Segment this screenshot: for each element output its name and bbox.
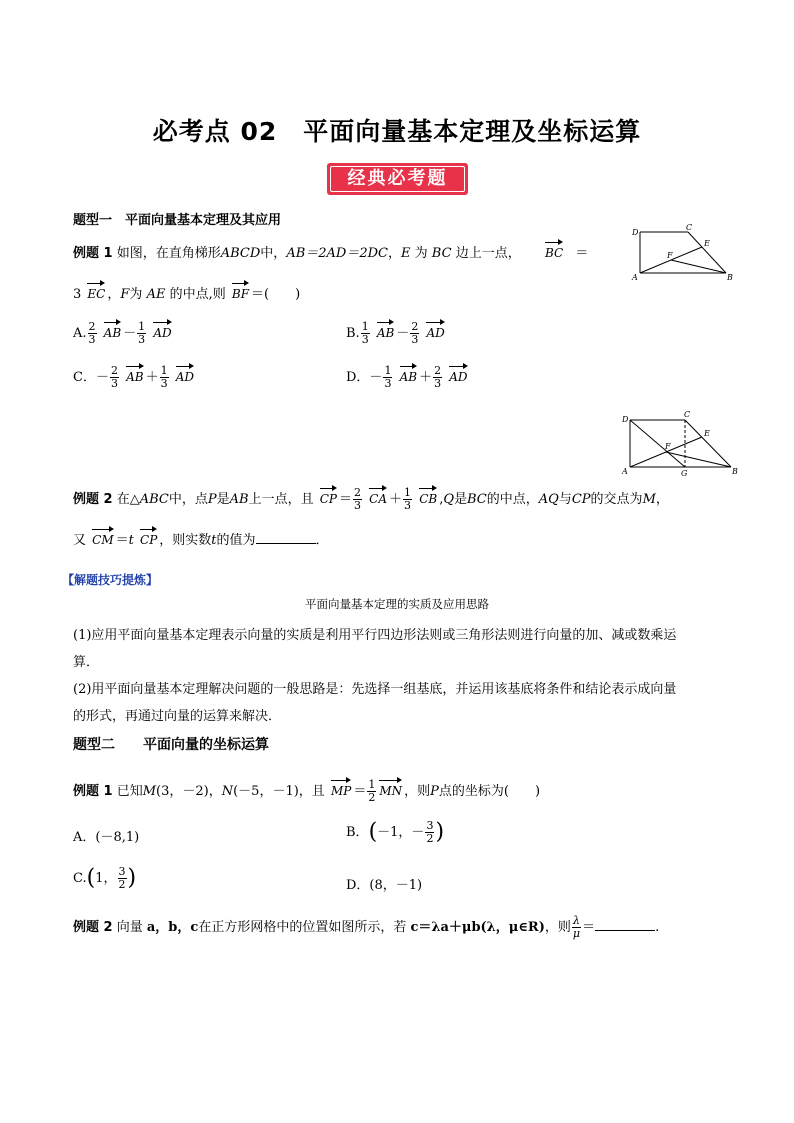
s2-ex1-option-b[interactable]	[346, 820, 444, 845]
fraction	[433, 365, 442, 390]
label-e: E	[704, 239, 710, 248]
text: (3，－2)，	[156, 784, 222, 799]
text: 3	[88, 333, 96, 346]
text: 中，	[260, 246, 287, 261]
label-g: G	[681, 469, 688, 478]
segment-dg	[630, 420, 685, 467]
fraction	[160, 365, 169, 390]
text: 在△	[116, 492, 140, 507]
ex1-line1	[73, 240, 588, 261]
text: B．	[346, 825, 369, 840]
text: 1，	[95, 871, 117, 886]
text: ，	[655, 492, 669, 507]
vector-ab: AB	[377, 320, 394, 340]
label-e: E	[704, 429, 710, 438]
text: ，	[107, 287, 121, 302]
vector-cb: CB	[419, 486, 437, 506]
text: 2	[368, 791, 376, 804]
vector-ca: CA	[369, 486, 387, 506]
text: 1	[384, 364, 392, 377]
ex1-label: 例题 1	[73, 246, 113, 261]
vector-ab: AB	[400, 364, 417, 384]
label-a: A	[622, 467, 628, 476]
text: 1	[404, 486, 412, 499]
vector-cp: CP	[320, 486, 337, 506]
text: ，	[387, 246, 401, 261]
tips-p2-line2: 的形式，再通过向量的运算来解决．	[73, 709, 282, 724]
label-b: B	[732, 467, 738, 476]
text: λ	[572, 914, 580, 927]
s2-ex1-option-c[interactable]	[73, 866, 136, 891]
ex1-option-a[interactable]	[73, 320, 174, 346]
fraction	[410, 321, 419, 346]
section1-heading: 题型一 平面向量基本定理及其应用	[73, 213, 282, 228]
text: ，则	[404, 784, 431, 799]
ex1-option-c[interactable]	[73, 364, 196, 390]
text: a，b，c	[146, 920, 199, 935]
text: 边上一点，	[455, 246, 521, 261]
text: 3	[404, 499, 412, 512]
text: ，则	[544, 920, 571, 935]
text: CP	[571, 492, 591, 507]
text: ＝	[575, 246, 589, 261]
fraction	[118, 866, 127, 891]
text: 如图，在直角梯形	[116, 246, 221, 261]
text: 3	[434, 377, 442, 390]
text: 向量	[116, 920, 143, 935]
text: 1	[368, 778, 376, 791]
text: 2	[118, 878, 126, 891]
text: 3	[426, 819, 434, 832]
fraction	[361, 321, 370, 346]
text: P	[207, 492, 217, 507]
vector-ad: AD	[176, 364, 194, 384]
fraction	[367, 779, 376, 804]
vector-ad: AD	[426, 320, 444, 340]
vector-mp: MP	[331, 778, 351, 798]
text: ＋	[419, 370, 433, 385]
label-c: C	[684, 410, 691, 419]
vector-ab: AB	[104, 320, 121, 340]
label-d: D	[632, 228, 639, 237]
label-a: A	[632, 273, 638, 282]
text: －1，－	[377, 825, 425, 840]
text: AE	[146, 287, 166, 302]
text: ．	[315, 533, 329, 548]
vector-cm: CM	[92, 527, 113, 547]
text: AQ	[538, 492, 559, 507]
text: 3	[361, 333, 369, 346]
text: 3	[354, 499, 362, 512]
text: ＝	[339, 492, 353, 507]
text: 2	[88, 320, 96, 333]
text: 3	[411, 333, 419, 346]
text: BC	[431, 246, 452, 261]
text: 3	[384, 377, 392, 390]
text: 的值为	[216, 533, 256, 548]
text: 点的坐标为( )	[438, 784, 541, 799]
label-c: C	[686, 223, 693, 232]
text: 中，点	[168, 492, 208, 507]
text: c＝λa＋μb(λ，μ∈R)	[410, 920, 545, 935]
vector-ab: AB	[126, 364, 143, 384]
ex1-option-b[interactable]	[346, 320, 447, 346]
text: ＝	[353, 784, 367, 799]
tips-p1-line1: (1)应用平面向量基本定理表示向量的实质是利用平行四边形法则或三角形法则进行向量的加、减或数乘运	[73, 628, 677, 643]
fraction	[383, 365, 392, 390]
page-title: 必考点 02 平面向量基本定理及坐标运算	[152, 117, 642, 146]
label-b: B	[727, 273, 733, 282]
text: (－5，－1)，且	[233, 784, 325, 799]
edge-cb	[685, 420, 731, 467]
text: ＋	[389, 492, 403, 507]
text: 2	[434, 364, 442, 377]
vector-bf: BF	[232, 281, 249, 301]
label-d: D	[622, 415, 629, 424]
text: ＝	[115, 533, 129, 548]
text: ,	[439, 492, 444, 507]
fraction	[137, 321, 146, 346]
text: 3	[138, 333, 146, 346]
text: μ	[572, 927, 581, 940]
section2-heading: 题型二 平面向量的坐标运算	[73, 737, 269, 753]
fraction	[110, 365, 119, 390]
text: A.	[73, 326, 87, 341]
fraction	[88, 321, 97, 346]
text: B.	[346, 326, 360, 341]
text: N	[221, 784, 234, 799]
text: M	[142, 784, 157, 799]
fraction	[403, 487, 412, 512]
badge-label: 经典必考题	[330, 166, 465, 192]
figure-trapezoid-2	[618, 408, 743, 478]
tips-p1-line2: 算．	[73, 655, 100, 670]
text: 的交点为	[590, 492, 643, 507]
text: 的中点，	[486, 492, 539, 507]
left-paren-icon: (	[86, 865, 96, 891]
vector-cp: CP	[140, 527, 157, 547]
text: －	[123, 326, 137, 341]
text: E	[401, 246, 411, 261]
text: 1	[160, 364, 168, 377]
right-paren-icon: )	[127, 865, 137, 891]
text: 3	[118, 865, 126, 878]
left-paren-icon: (	[368, 819, 378, 845]
fraction	[572, 915, 581, 940]
vector-bc: BC	[545, 240, 563, 260]
tips-p2-line1: (2)用平面向量基本定理解决问题的一般思路是：先选择一组基底，并运用该基底将条件和结论表示成向量	[73, 682, 677, 697]
text: 2	[426, 832, 434, 845]
s2-ex1-option-d[interactable]: D．(8，－1)	[346, 878, 423, 893]
text: 在正方形网格中的位置如图所示，若	[198, 920, 407, 935]
s2-ex1-option-a[interactable]: A．(－8,1)	[73, 830, 140, 845]
answer-blank[interactable]	[256, 531, 316, 544]
text: C.	[73, 871, 87, 886]
text: －	[396, 326, 410, 341]
fraction	[353, 487, 362, 512]
text: D．－	[346, 370, 383, 385]
text: 3	[73, 287, 82, 302]
figure-trapezoid	[626, 222, 741, 284]
text: 为	[129, 287, 143, 302]
text: .	[655, 920, 660, 935]
text: P	[430, 784, 439, 799]
text: ＝	[582, 920, 596, 935]
text: Q	[443, 492, 454, 507]
text: M	[642, 492, 656, 507]
vector-mn: MN	[379, 778, 402, 798]
text: 3	[110, 377, 118, 390]
ex2-label: 例题 2	[73, 492, 113, 507]
s2-ex1-label: 例题 1	[73, 784, 113, 799]
s2-ex2-label: 例题 2	[73, 920, 113, 935]
text: AB＝2AD＝2DC	[286, 246, 388, 261]
text: 上一点，且	[248, 492, 314, 507]
vector-ad: AD	[153, 320, 171, 340]
ex2-line2	[73, 527, 329, 548]
fraction	[425, 820, 434, 845]
s2-ex1-line1	[73, 778, 540, 804]
text: 又	[73, 533, 87, 548]
text: ，则实数	[159, 533, 212, 548]
vector-ec: EC	[87, 281, 105, 301]
text: 与	[558, 492, 572, 507]
ex1-option-d[interactable]	[346, 364, 470, 390]
text: 3	[160, 377, 168, 390]
label-f: F	[665, 442, 671, 451]
text: 已知	[116, 784, 143, 799]
tips-label: 【解题技巧提炼】	[62, 573, 159, 587]
text: C．－	[73, 370, 109, 385]
segment-fb	[671, 260, 726, 273]
s2-ex2-line1	[73, 915, 659, 940]
text: 1	[138, 320, 146, 333]
text: 为	[414, 246, 428, 261]
label-f: F	[667, 251, 673, 260]
text: t	[211, 533, 217, 548]
text: BC	[467, 492, 487, 507]
ex2-line1	[73, 486, 669, 512]
answer-blank[interactable]	[595, 918, 655, 931]
text: ABCD	[220, 246, 261, 261]
ex1-line2	[73, 281, 300, 302]
right-paren-icon: )	[435, 819, 445, 845]
text: AB	[229, 492, 249, 507]
text: 是	[216, 492, 230, 507]
text: 的中点,则	[169, 287, 226, 302]
text: ＋	[145, 370, 159, 385]
tips-subtitle: 平面向量基本定理的实质及应用思路	[305, 597, 489, 611]
text: F	[120, 287, 130, 302]
text: 2	[110, 364, 118, 377]
text: 2	[411, 320, 419, 333]
badge	[327, 163, 468, 195]
text: 是	[454, 492, 468, 507]
text: 2	[354, 486, 362, 499]
text: ABC	[139, 492, 169, 507]
vector-ad: AD	[449, 364, 467, 384]
text: t	[128, 533, 134, 548]
text: 1	[361, 320, 369, 333]
text: ＝( )	[251, 287, 301, 302]
